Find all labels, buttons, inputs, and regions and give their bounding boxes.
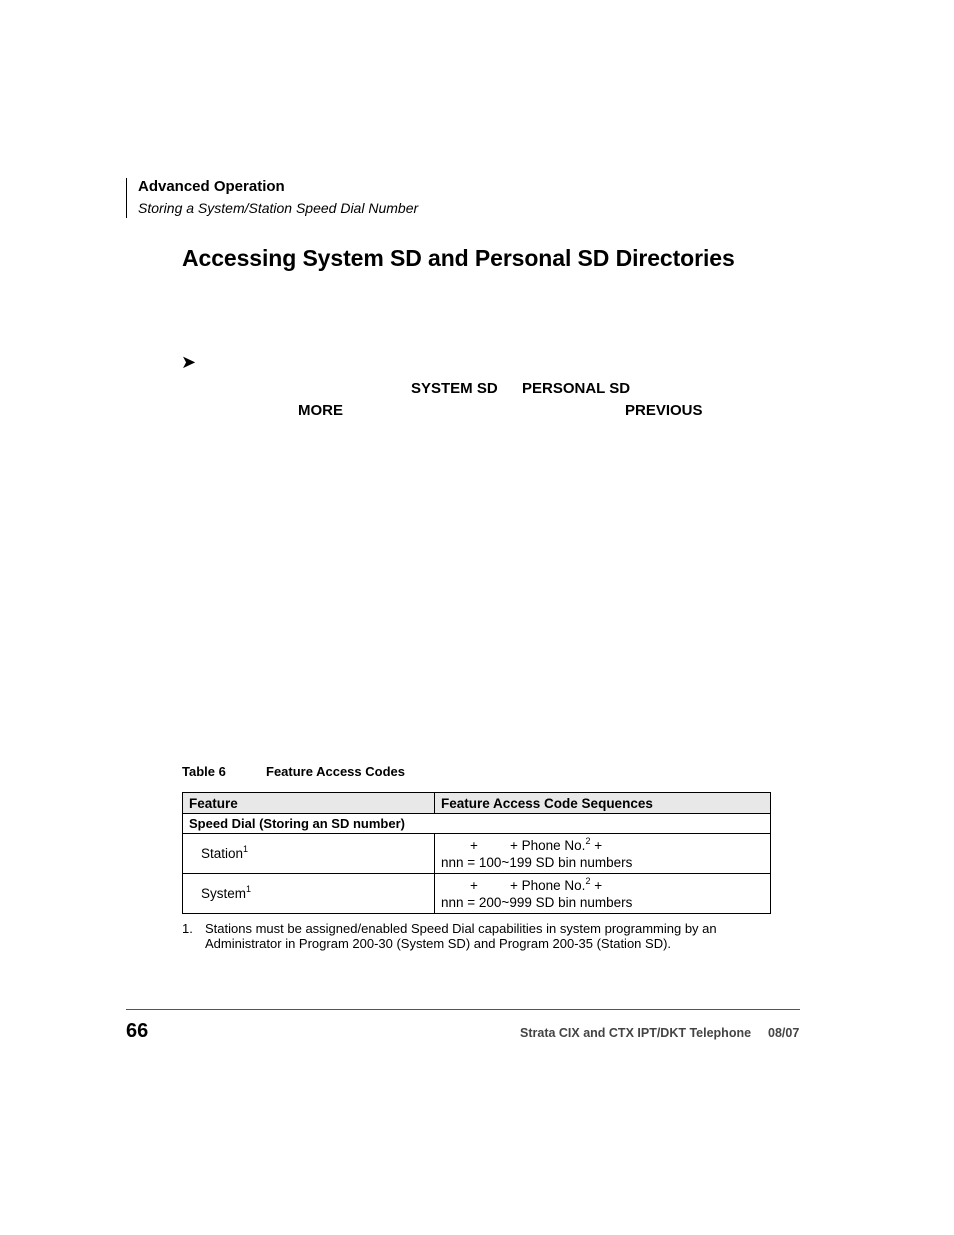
table-row — [183, 834, 771, 874]
feature-access-codes-table — [182, 792, 771, 914]
table-caption: Feature Access Codes — [266, 764, 405, 779]
sequence-main: + Phone No. — [510, 877, 586, 893]
sequence-cell — [435, 834, 771, 874]
sequence-cell — [435, 874, 771, 914]
footer-document-title: Strata CIX and CTX IPT/DKT Telephone — [520, 1026, 752, 1040]
section-subtitle: Storing a System/Station Speed Dial Number — [138, 200, 419, 216]
footnote-ref: 1 — [246, 884, 252, 894]
section-title: Advanced Operation — [138, 178, 285, 195]
footnote-ref: 2 — [585, 875, 591, 886]
table-section-row — [183, 814, 771, 834]
footnote-ref: 1 — [243, 844, 249, 854]
feature-cell — [183, 874, 435, 914]
table-header-row — [183, 793, 771, 814]
table-footnote — [182, 921, 772, 951]
more-button-label: MORE — [298, 402, 343, 419]
table-section-label: Speed Dial (Storing an SD number) — [183, 814, 771, 834]
page-number: 66 — [126, 1020, 149, 1042]
footnote-number: 1. — [182, 921, 193, 936]
page-title: Accessing System SD and Personal SD Directories — [182, 245, 735, 271]
sequence-tail: + — [590, 837, 603, 853]
sequence-range: nnn = 100~199 SD bin numbers — [441, 854, 633, 870]
sequence-tail: + — [590, 877, 603, 893]
footer-rule — [126, 1009, 800, 1010]
system-sd-button-label: SYSTEM SD — [411, 380, 498, 397]
table-row — [183, 874, 771, 914]
previous-button-label: PREVIOUS — [625, 402, 703, 419]
sequence-main: + Phone No. — [510, 837, 586, 853]
footer-date: 08/07 — [768, 1026, 800, 1040]
footnote-ref: 2 — [585, 835, 591, 846]
feature-name: Station — [201, 846, 244, 861]
feature-name: System — [201, 886, 247, 901]
arrow-bullet-icon: ➤ — [181, 352, 197, 372]
feature-cell — [183, 834, 435, 874]
footnote-text: Stations must be assigned/enabled Speed Dial capabilities in system programming by an Administrator in Program 200-30 (System SD) and Program 200-35 (Station SD). — [205, 921, 717, 951]
header-rule — [126, 178, 127, 218]
personal-sd-button-label: PERSONAL SD — [522, 380, 631, 397]
column-header-sequences: Feature Access Code Sequences — [435, 793, 771, 814]
sequence-plus: + — [470, 877, 478, 893]
sequence-plus: + — [470, 837, 478, 853]
table-number: Table 6 — [182, 764, 226, 779]
column-header-feature: Feature — [183, 793, 435, 814]
sequence-range: nnn = 200~999 SD bin numbers — [441, 894, 633, 910]
